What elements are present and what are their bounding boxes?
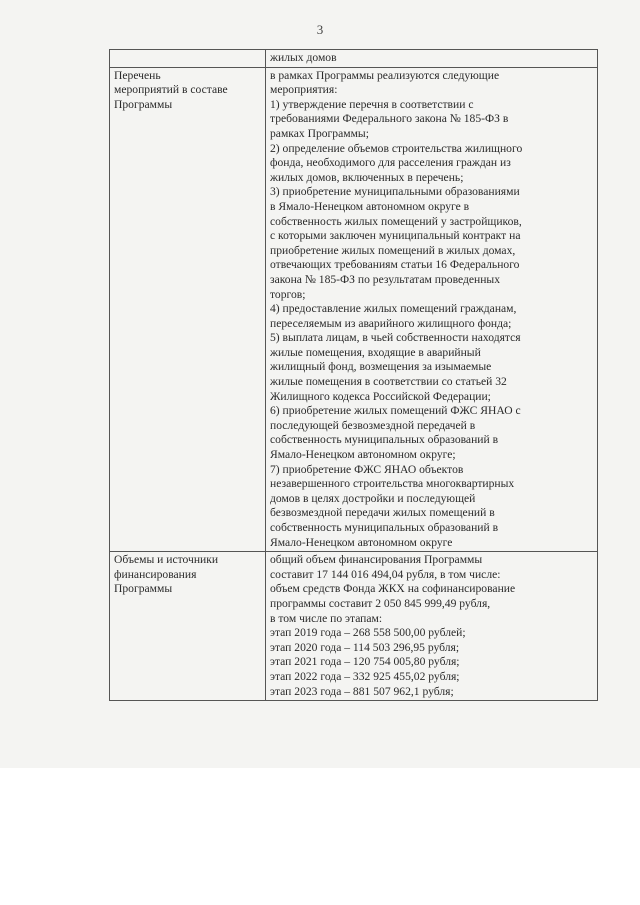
- row1-line: незавершенного строительства многоквартирных: [270, 477, 515, 491]
- row1-line: отвечающих требованиям статьи 16 Федерального: [270, 258, 520, 272]
- row1-line: 4) предоставление жилых помещений гражданам,: [270, 302, 517, 316]
- row1-line: жилых домов, включенных в перечень;: [270, 170, 464, 184]
- row1-line: закона № 185-ФЗ по результатам проведенных: [270, 272, 501, 286]
- row1-line: собственность муниципальных образований в: [270, 521, 499, 534]
- row1-line: последующей безвозмездной передачей в: [270, 418, 476, 432]
- row1-line: жилищный фонд, возмещения за изымаемые: [270, 360, 492, 374]
- row2-line: этап 2023 года – 881 507 962,1 рубля;: [270, 684, 454, 698]
- row2-line: составит 17 144 016 494,04 рубля, в том числе:: [270, 567, 501, 581]
- row1-value-cell: [266, 67, 598, 552]
- row1-line: требованиями Федерального закона № 185-ФЗ в: [270, 112, 509, 126]
- row1-line: 3) приобретение муниципальными образованиями: [270, 185, 520, 199]
- row1-line: 5) выплата лицам, в чьей собственности находятся: [270, 331, 521, 345]
- row1-line: рамках Программы;: [270, 126, 369, 140]
- row1-label-cell: [110, 67, 266, 552]
- row1-line: Ямало-Ненецком автономном округе;: [270, 448, 456, 462]
- row1-line: фонда, необходимого для расселения граждан из: [270, 156, 511, 170]
- row1-line: жилые помещения в соответствии со статьей 32: [270, 375, 507, 389]
- row1-line: 7) приобретение ФЖС ЯНАО объектов: [270, 462, 464, 476]
- table-row: [110, 552, 598, 701]
- row2-line: в том числе по этапам:: [270, 611, 383, 625]
- row1-line: жилые помещения, входящие в аварийный: [270, 345, 481, 359]
- row1-line: мероприятия:: [270, 83, 338, 97]
- row1-line: торгов;: [270, 287, 306, 301]
- row2-label-line: Программы: [114, 582, 173, 596]
- row2-line: программы составит 2 050 845 999,49 рубля,: [270, 596, 491, 610]
- row1-label-line: Перечень: [114, 68, 161, 82]
- row2-line: этап 2019 года – 268 558 500,00 рублей;: [270, 626, 466, 640]
- row1-line: собственность муниципальных образований в: [270, 433, 499, 447]
- row1-line: приобретение жилых помещений в жилых домах,: [270, 243, 516, 257]
- row1-line: домов в целях достройки и последующей: [270, 491, 476, 505]
- row1-line: 1) утверждение перечня в соответствии с: [270, 97, 474, 111]
- row1-line: переселяемым из аварийного жилищного фонда;: [270, 316, 512, 330]
- row2-value-cell: [266, 552, 598, 701]
- row1-label-line: мероприятий в составе: [114, 83, 228, 97]
- row0-value-cell: [266, 50, 598, 68]
- row1-line: в рамках Программы реализуются следующие: [270, 68, 500, 82]
- row1-line: Ямало-Ненецком автономном округе: [270, 535, 453, 549]
- row1-line: безвозмездной передачи жилых помещений в: [270, 506, 495, 520]
- table-row: [110, 50, 598, 68]
- row1-line: 6) приобретение жилых помещений ФЖС ЯНАО с: [270, 404, 521, 418]
- row2-line: объем средств Фонда ЖКХ на софинансирование: [270, 582, 516, 596]
- row2-label-line: финансирования: [114, 567, 197, 581]
- row1-line: собственность жилых помещений у застройщиков,: [270, 214, 522, 228]
- row2-line: этап 2022 года – 332 925 455,02 рубля;: [270, 669, 460, 683]
- row0-line: жилых домов: [270, 51, 337, 64]
- row1-line: в Ямало-Ненецком автономном округе в: [270, 199, 470, 213]
- row2-line: этап 2020 года – 114 503 296,95 рубля;: [270, 640, 460, 654]
- row2-label-cell: [110, 552, 266, 701]
- row2-label-line: Объемы и источники: [114, 553, 219, 567]
- row2-line: этап 2021 года – 120 754 005,80 рубля;: [270, 655, 460, 669]
- program-passport-table: [109, 49, 598, 701]
- row1-line: Жилищного кодекса Российской Федерации;: [270, 389, 491, 403]
- page-number: 3: [316, 22, 324, 37]
- row1-line: с которыми заключен муниципальный контракт на: [270, 229, 521, 243]
- row2-line: общий объем финансирования Программы: [270, 553, 483, 567]
- row0-label-cell: [110, 50, 266, 68]
- row1-line: 2) определение объемов строительства жилищного: [270, 141, 523, 155]
- table-row: [110, 67, 598, 552]
- row1-label-line: Программы: [114, 97, 173, 111]
